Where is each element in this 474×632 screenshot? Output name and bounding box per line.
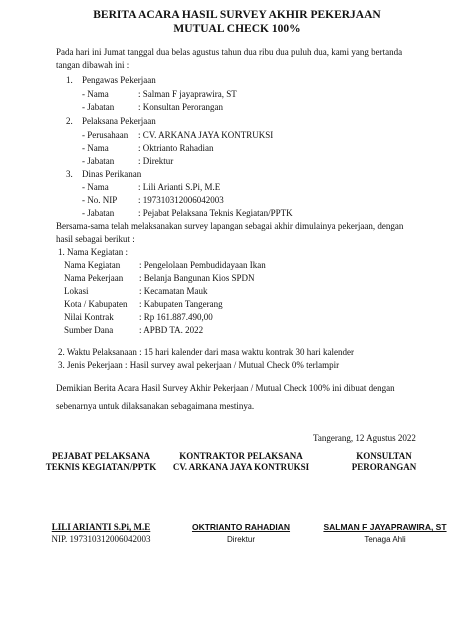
closing-line2: sebenarnya untuk dilaksanakan sebagaimana mestinya. bbox=[56, 401, 255, 411]
detail-label: Sumber Dana bbox=[64, 325, 114, 335]
para-line1: Bersama-sama telah melaksanakan survey lapangan sebagai akhir dimulainya pekerjaan, dengan bbox=[56, 221, 404, 231]
sig3-name: SALMAN F JAYAPRAWIRA, ST bbox=[323, 522, 447, 532]
detail-label: Kota / Kabupaten bbox=[64, 299, 128, 309]
detail-label: Nama Kegiatan bbox=[64, 260, 121, 270]
sig3-heading-line1: KONSULTAN bbox=[356, 451, 412, 461]
sig2-sub: Direktur bbox=[226, 535, 255, 544]
field-label: - Nama bbox=[82, 89, 109, 99]
detail-label: Lokasi bbox=[64, 286, 89, 296]
sig2-heading-line1: KONTRAKTOR PELAKSANA bbox=[179, 451, 303, 461]
sig3-heading-line2: PERORANGAN bbox=[351, 462, 417, 472]
field-label: - Jabatan bbox=[82, 102, 115, 112]
field-value: : Salman F jayaprawira, ST bbox=[138, 89, 237, 99]
intro-line1: Pada hari ini Jumat tanggal dua belas agustus tahun dua ribu dua puluh dua, kami yang bertanda bbox=[56, 47, 403, 57]
field-value: : Direktur bbox=[138, 156, 174, 166]
section-1-heading: Pengawas Pekerjaan bbox=[82, 75, 156, 85]
section-3-heading: Dinas Perikanan bbox=[82, 169, 142, 179]
field-value: : Pejabat Pelaksana Teknis Kegiatan/PPTK bbox=[138, 208, 293, 218]
field-value: : Lili Arianti S.Pi, M.E bbox=[138, 182, 221, 192]
section-2-heading: Pelaksana Pekerjaan bbox=[82, 116, 156, 126]
detail-value: : Rp 161.887.490,00 bbox=[139, 312, 213, 322]
sig2-name: OKTRIANTO RAHADIAN bbox=[191, 522, 291, 532]
field-value: : Oktrianto Rahadian bbox=[138, 143, 214, 153]
detail-label: Nama Pekerjaan bbox=[64, 273, 124, 283]
field-value: : 197310312006042003 bbox=[138, 195, 224, 205]
field-label: - No. NIP bbox=[82, 195, 118, 205]
field-label: - Nama bbox=[82, 143, 109, 153]
kegiatan-heading: 1. Nama Kegiatan : bbox=[58, 247, 128, 257]
field-label: - Perusahaan bbox=[82, 130, 129, 140]
sig1-heading-line1: PEJABAT PELAKSANA bbox=[52, 451, 150, 461]
detail-value: : Kabupaten Tangerang bbox=[139, 299, 223, 309]
field-label: - Jabatan bbox=[82, 156, 115, 166]
field-label: - Jabatan bbox=[82, 208, 115, 218]
field-value: : CV. ARKANA JAYA KONTRUKSI bbox=[138, 130, 274, 140]
sig1-heading-line2: TEKNIS KEGIATAN/PPTK bbox=[45, 462, 157, 472]
field-value: : Konsultan Perorangan bbox=[138, 102, 223, 112]
jenis-line: 3. Jenis Pekerjaan : Hasil survey awal pekerjaan / Mutual Check 0% terlampir bbox=[58, 360, 340, 370]
detail-value: : APBD TA. 2022 bbox=[139, 325, 204, 335]
para-line2: hasil sebagai berikut : bbox=[56, 234, 135, 244]
detail-value: : Pengelolaan Pembudidayaan Ikan bbox=[139, 260, 266, 270]
field-label: - Nama bbox=[82, 182, 109, 192]
detail-value: : Kecamatan Mauk bbox=[139, 286, 208, 296]
doc-title-line2: MUTUAL CHECK 100% bbox=[173, 23, 301, 35]
sig3-sub: Tenaga Ahli bbox=[364, 535, 406, 544]
intro-line2: tangan dibawah ini : bbox=[56, 60, 130, 70]
closing-line1: Demikian Berita Acara Hasil Survey Akhir Pekerjaan / Mutual Check 100% ini dibuat dengan bbox=[56, 383, 395, 393]
section-3-num: 3. bbox=[66, 169, 73, 179]
detail-value: : Belanja Bangunan Kios SPDN bbox=[139, 273, 255, 283]
detail-label: Nilai Kontrak bbox=[64, 312, 114, 322]
place-date: Tangerang, 12 Agustus 2022 bbox=[313, 433, 416, 443]
sig1-sub: NIP. 197310312006042003 bbox=[51, 534, 151, 544]
section-1-num: 1. bbox=[66, 75, 73, 85]
section-2-num: 2. bbox=[66, 116, 73, 126]
waktu-line: 2. Waktu Pelaksanaan : 15 hari kalender dari masa waktu kontrak 30 hari kalender bbox=[58, 347, 355, 357]
sig2-heading-line2: CV. ARKANA JAYA KONTRUKSI bbox=[172, 462, 310, 472]
doc-title-line1: BERITA ACARA HASIL SURVEY AKHIR PEKERJAAN bbox=[93, 9, 381, 21]
sig1-name: LILI ARIANTI S.Pi, M.E bbox=[51, 522, 151, 532]
